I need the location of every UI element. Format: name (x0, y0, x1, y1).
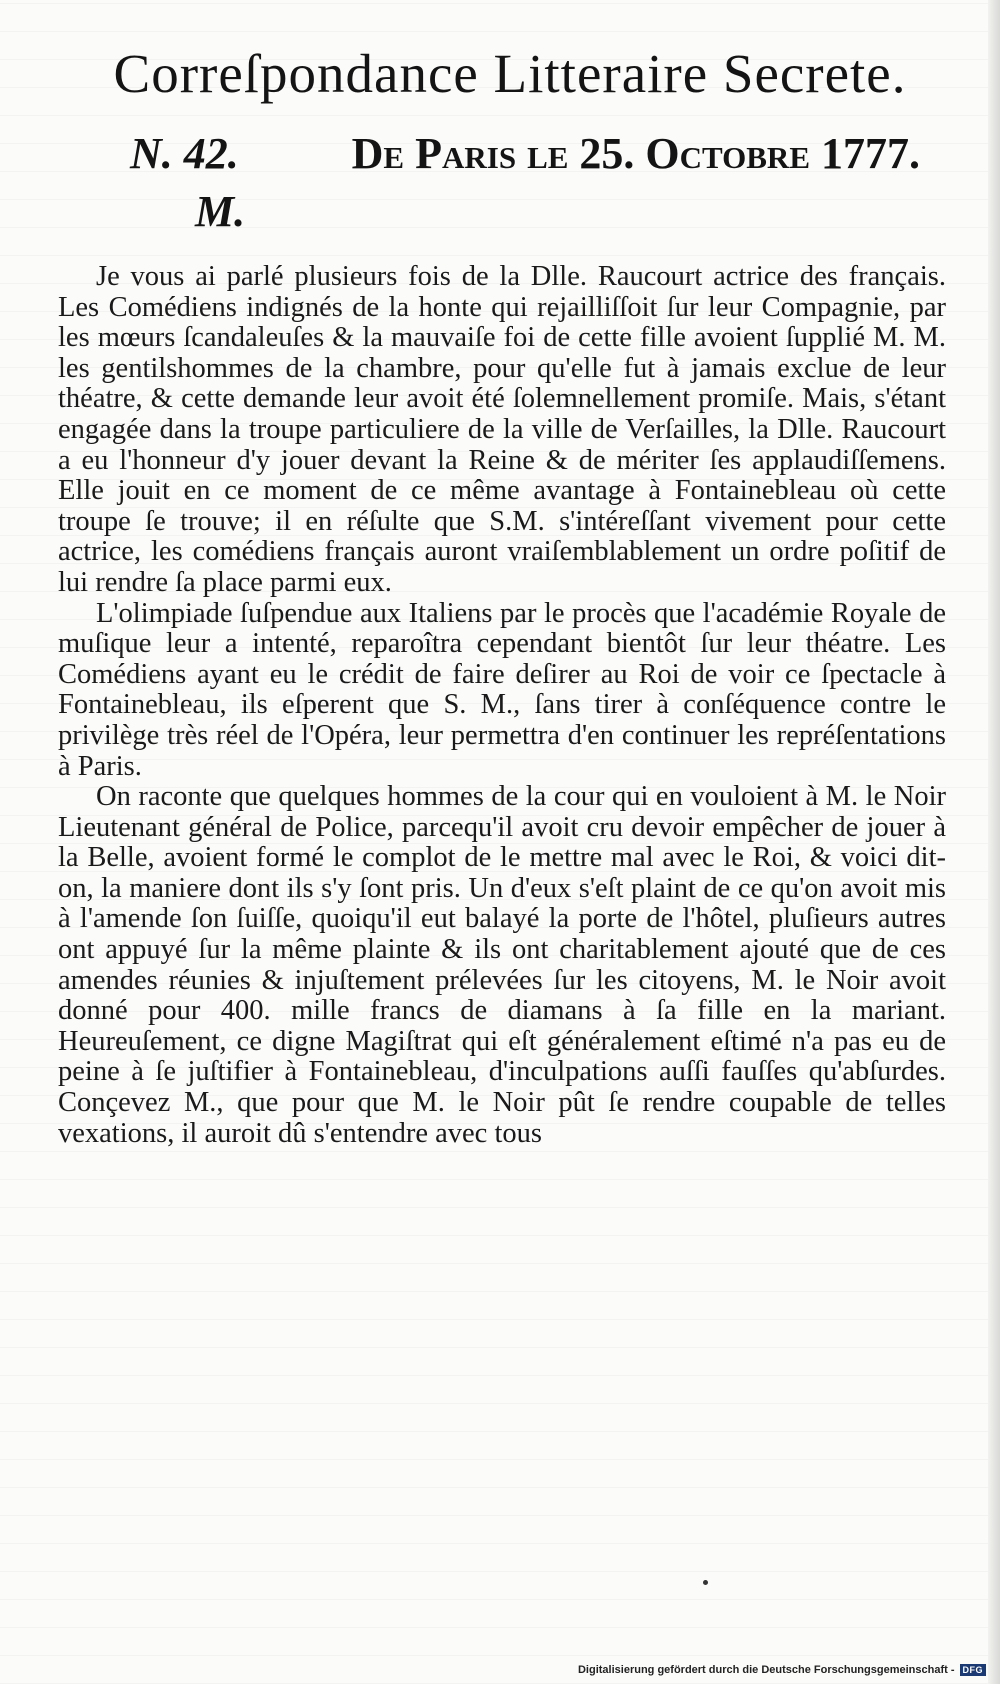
scan-edge-shadow (988, 0, 1000, 1684)
paragraph-le-noir: On raconte que quelques hommes de la cour qui en vouloient à M. le Noir Lieutenant général de Police, parcequ'il avoit cru devoir empêcher de jouer à la Belle, avoient formé le complot de le mettre mal avec le Roi, & voici dit-on, la maniere dont ils s'y ſont pris. Un d'eux s'eſt plaint de ce qu'on avoit mis à l'amende ſon ſuiſſe, quoiqu'il eut balayé la porte de l'hôtel, pluſieurs autres ont appuyé ſur la même plainte & ils ont charitablement ajouté que de ces amendes réunies & injuſtement prélevées ſur les citoyens, M. le Noir avoit donné pour 400. mille francs de diamans à ſa fille en la mariant. Heureuſement, ce digne Magiſtrat qui eſt généralement eſtimé n'a pas eu de peine à ſe juſtifier à Fontainebleau, d'inculpations auſſi fauſſes qu'abſurdes. Conçevez M., que pour que M. le Noir pût ſe rendre coupable de telles vexations, il auroit dû s'entendre avec tous (58, 781, 946, 1149)
dfg-logo: DFG (960, 1664, 987, 1676)
salutation: M. (195, 187, 246, 236)
document-title: Correſpondance Litteraire Secrete. (113, 43, 907, 104)
digitization-credit (578, 1664, 986, 1676)
paragraph-olimpiade: L'olimpiade ſuſpendue aux Italiens par le procès que l'académie Royale de muſique leur a intenté, reparoîtra cependant bientôt ſur leur théatre. Les Comédiens ayant eu le crédit de faire deſirer au Roi de voir ce ſpectacle à Fontainebleau, ils eſperent que S. M., ſans tirer à conſéquence contre le privilège très réel de l'Opéra, leur permettra d'en continuer les repréſentations à Paris. (58, 597, 946, 782)
issue-number: N. 42. (130, 129, 239, 178)
paragraph-raucourt: Je vous ai parlé plusieurs fois de la Dlle. Raucourt actrice des français. Les Comédiens indignés de la honte qui rejailliſſoit ſur leur Compagnie, par les mœurs ſcandaleuſes & la mauvaiſe foi de cette fille avoient ſupplié M. M. les gentilshommes de la chambre, pour qu'elle fut à jamais exclue de leur théatre, & cette demande leur avoit été ſolemnellement promiſe. Mais, s'étant engagée dans la troupe particuliere de la ville de Verſailles, la Dlle. Raucourt a eu l'honneur d'y jouer devant la Reine & de mériter ſes applaudiſſemens. Elle jouit en ce moment de ce même avantage à Fontainebleau où cette troupe ſe trouve; il en réſulte que S.M. s'intéreſſant vivement pour cette actrice, les comédiens français auront vraiſemblablement un ordre poſitif de lui rendre ſa place parmi eux. (58, 261, 946, 598)
credit-text: Digitalisierung gefördert durch die Deutsche Forschungsgemeinschaft - (577, 1664, 955, 1676)
ink-speck (703, 1580, 708, 1585)
place-and-date: De Paris le 25. Octobre 1777. (351, 129, 920, 178)
dateline (130, 128, 920, 179)
letter-body (58, 262, 946, 1149)
